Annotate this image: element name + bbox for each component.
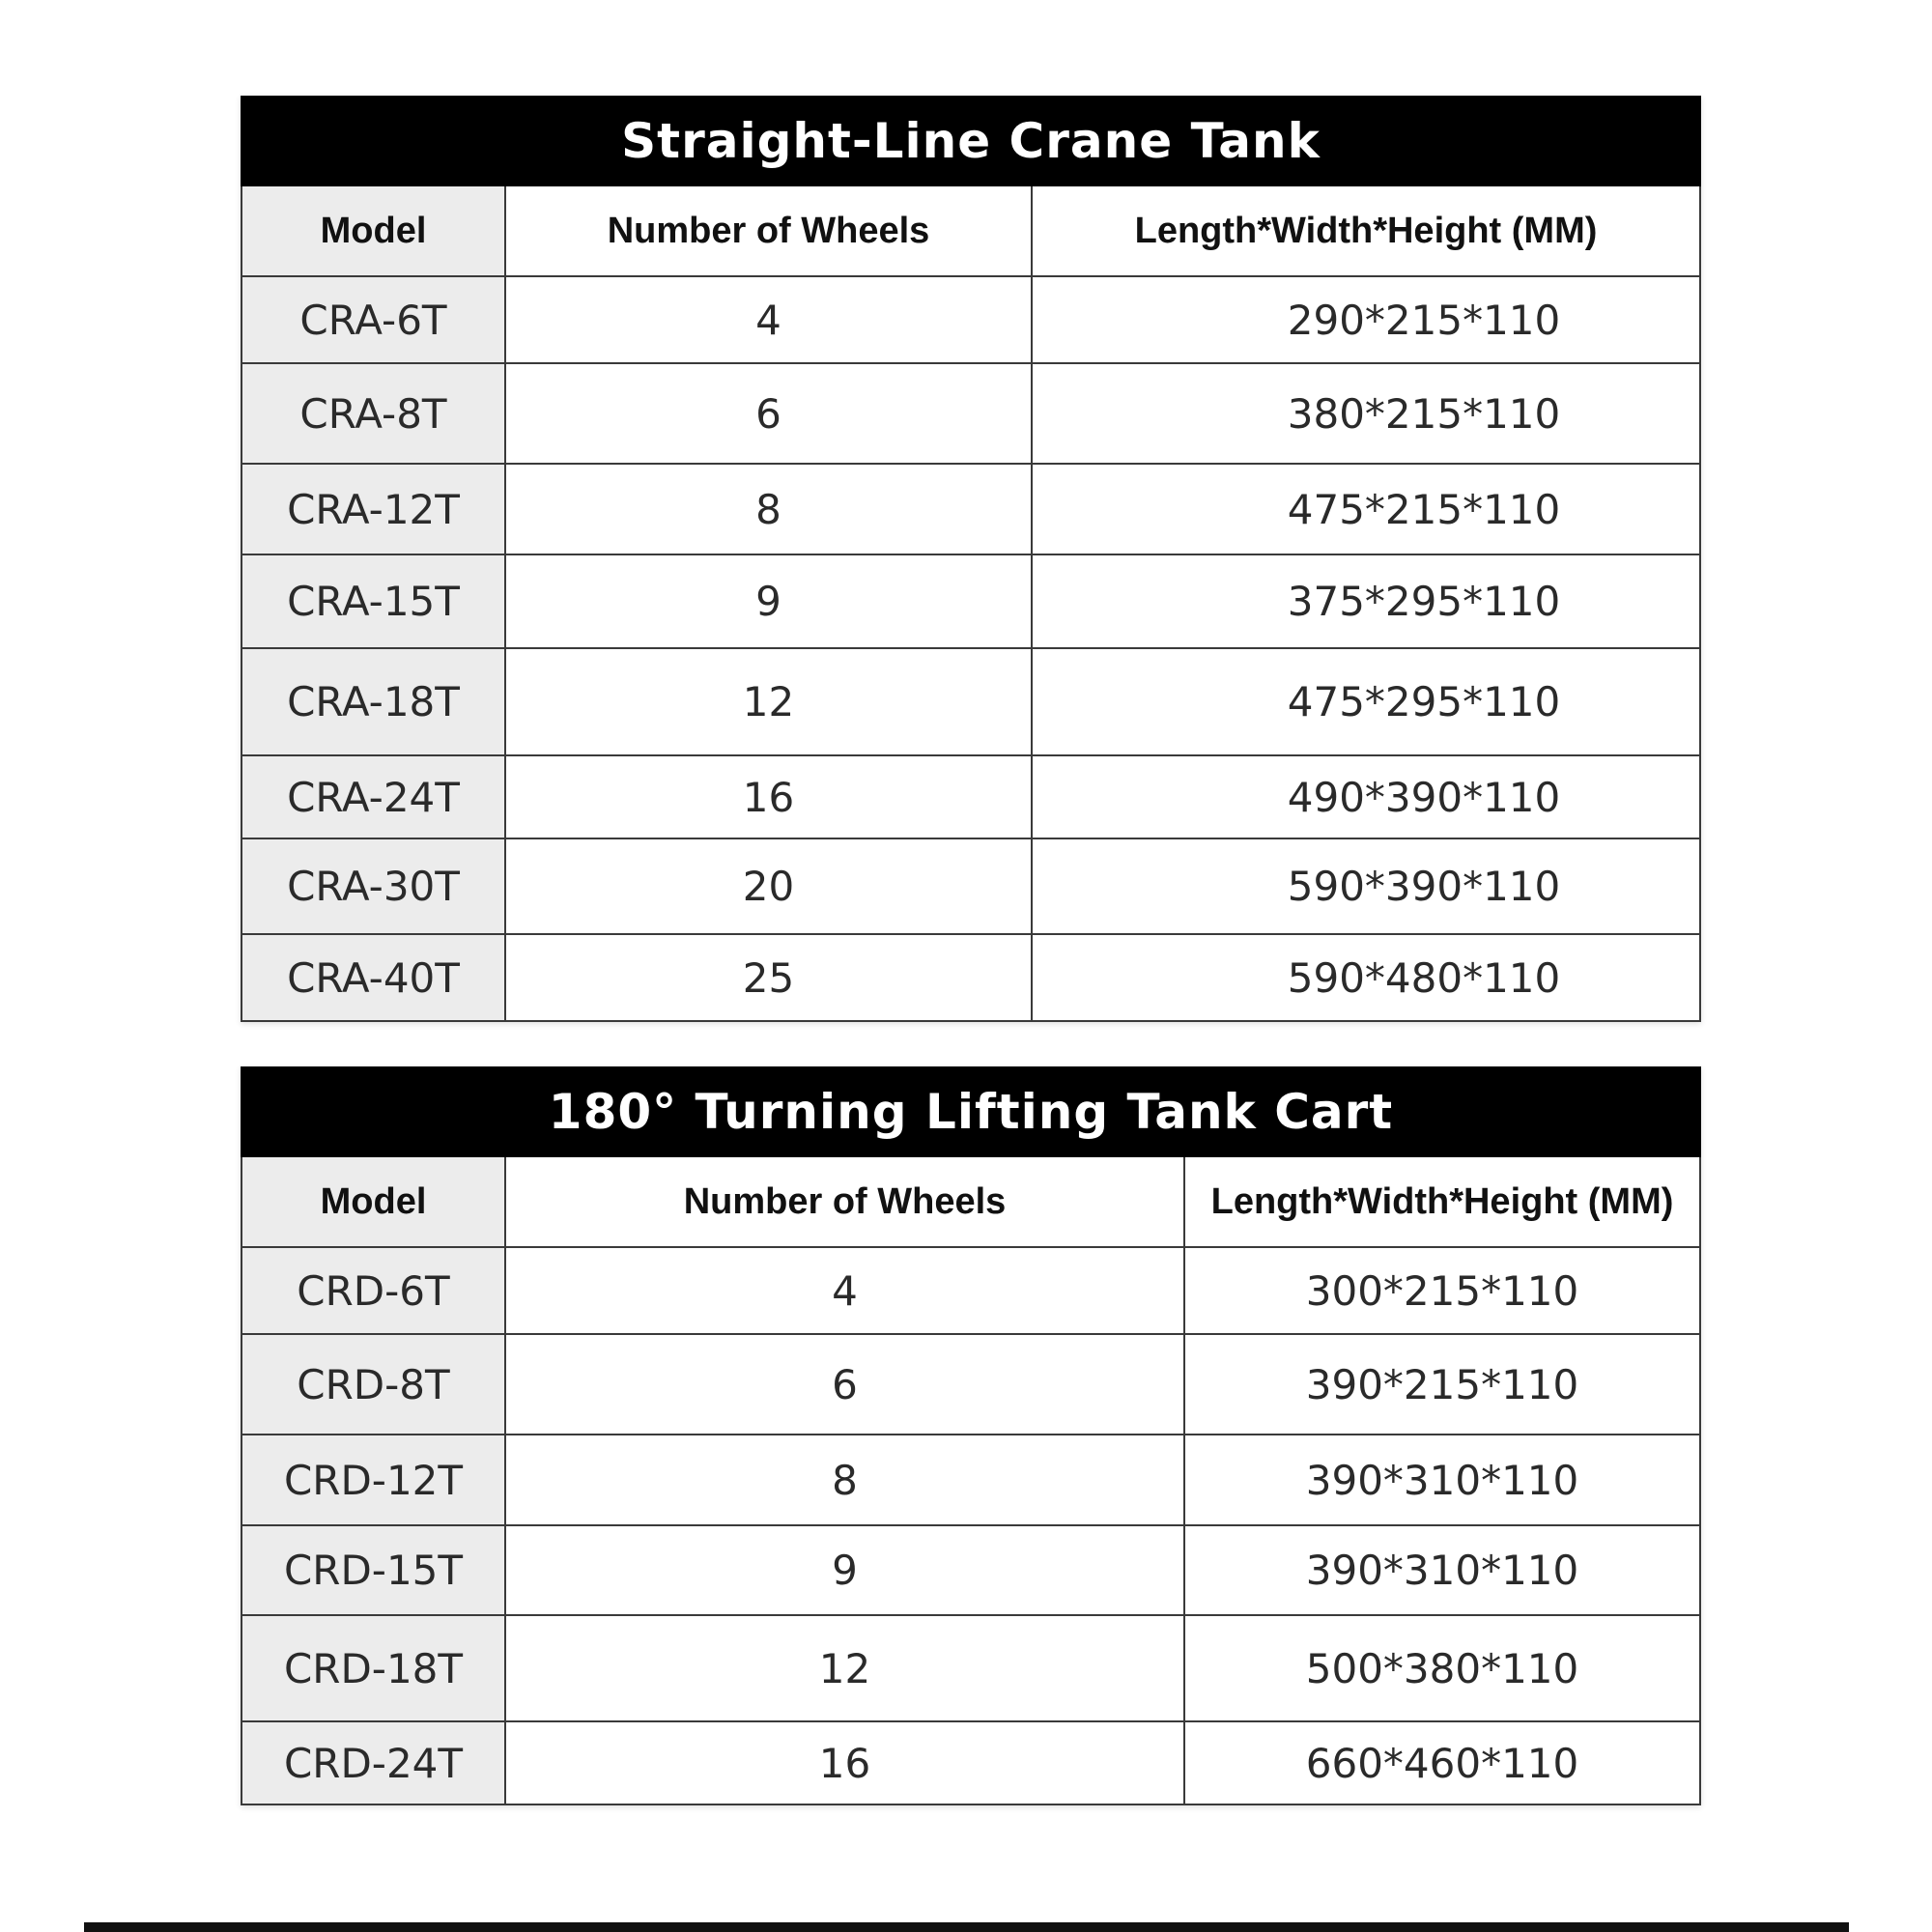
model-cell: CRA-6T <box>242 276 505 363</box>
table-row <box>242 1525 1700 1615</box>
table-title: Straight-Line Crane Tank <box>242 97 1700 185</box>
table-title-row <box>242 1067 1700 1156</box>
dimensions-cell: 390*215*110 <box>1184 1334 1700 1435</box>
column-header-dimensions: Length*Width*Height (MM) <box>1032 185 1700 276</box>
model-cell: CRA-8T <box>242 363 505 464</box>
dimensions-cell: 590*390*110 <box>1032 838 1700 934</box>
model-cell: CRA-30T <box>242 838 505 934</box>
table-row <box>242 464 1700 554</box>
wheels-cell: 12 <box>505 1615 1184 1721</box>
model-cell: CRD-18T <box>242 1615 505 1721</box>
dimensions-cell: 300*215*110 <box>1184 1247 1700 1334</box>
wheels-cell: 16 <box>505 755 1032 838</box>
column-header-wheels: Number of Wheels <box>505 185 1032 276</box>
model-cell: CRD-6T <box>242 1247 505 1334</box>
table-row <box>242 1435 1700 1525</box>
model-cell: CRD-8T <box>242 1334 505 1435</box>
dimensions-cell: 380*215*110 <box>1032 363 1700 464</box>
table-row <box>242 755 1700 838</box>
straight-line-crane-tank-table <box>241 96 1701 1022</box>
table-row <box>242 1334 1700 1435</box>
wheels-cell: 6 <box>505 1334 1184 1435</box>
dimensions-cell: 490*390*110 <box>1032 755 1700 838</box>
model-cell: CRA-40T <box>242 934 505 1021</box>
table-body <box>242 276 1700 1021</box>
table-title: 180° Turning Lifting Tank Cart <box>242 1067 1700 1156</box>
table-row <box>242 838 1700 934</box>
table-row <box>242 1721 1700 1804</box>
dimensions-cell: 475*295*110 <box>1032 648 1700 755</box>
wheels-cell: 12 <box>505 648 1032 755</box>
table-title-row <box>242 97 1700 185</box>
wheels-cell: 9 <box>505 554 1032 648</box>
wheels-cell: 16 <box>505 1721 1184 1804</box>
column-header-model: Model <box>242 185 505 276</box>
column-header-wheels: Number of Wheels <box>505 1156 1184 1247</box>
table-header-row <box>242 185 1700 276</box>
wheels-cell: 4 <box>505 1247 1184 1334</box>
wheels-cell: 8 <box>505 1435 1184 1525</box>
wheels-cell: 20 <box>505 838 1032 934</box>
wheels-cell: 9 <box>505 1525 1184 1615</box>
table-row <box>242 554 1700 648</box>
table-row <box>242 934 1700 1021</box>
model-cell: CRA-15T <box>242 554 505 648</box>
table-row <box>242 1247 1700 1334</box>
column-header-dimensions: Length*Width*Height (MM) <box>1184 1156 1700 1247</box>
model-cell: CRA-18T <box>242 648 505 755</box>
dimensions-cell: 660*460*110 <box>1184 1721 1700 1804</box>
dimensions-cell: 500*380*110 <box>1184 1615 1700 1721</box>
wheels-cell: 6 <box>505 363 1032 464</box>
wheels-cell: 4 <box>505 276 1032 363</box>
table-row <box>242 276 1700 363</box>
model-cell: CRA-12T <box>242 464 505 554</box>
dimensions-cell: 475*215*110 <box>1032 464 1700 554</box>
dimensions-cell: 390*310*110 <box>1184 1435 1700 1525</box>
table-row <box>242 648 1700 755</box>
table-row <box>242 1615 1700 1721</box>
dimensions-cell: 290*215*110 <box>1032 276 1700 363</box>
column-header-model: Model <box>242 1156 505 1247</box>
wheels-cell: 25 <box>505 934 1032 1021</box>
dimensions-cell: 375*295*110 <box>1032 554 1700 648</box>
bottom-divider <box>84 1922 1849 1932</box>
turning-lifting-tank-cart-table <box>241 1066 1701 1805</box>
table-header-row <box>242 1156 1700 1247</box>
table-body <box>242 1247 1700 1804</box>
table-row <box>242 363 1700 464</box>
wheels-cell: 8 <box>505 464 1032 554</box>
model-cell: CRA-24T <box>242 755 505 838</box>
dimensions-cell: 390*310*110 <box>1184 1525 1700 1615</box>
model-cell: CRD-15T <box>242 1525 505 1615</box>
model-cell: CRD-24T <box>242 1721 505 1804</box>
model-cell: CRD-12T <box>242 1435 505 1525</box>
dimensions-cell: 590*480*110 <box>1032 934 1700 1021</box>
